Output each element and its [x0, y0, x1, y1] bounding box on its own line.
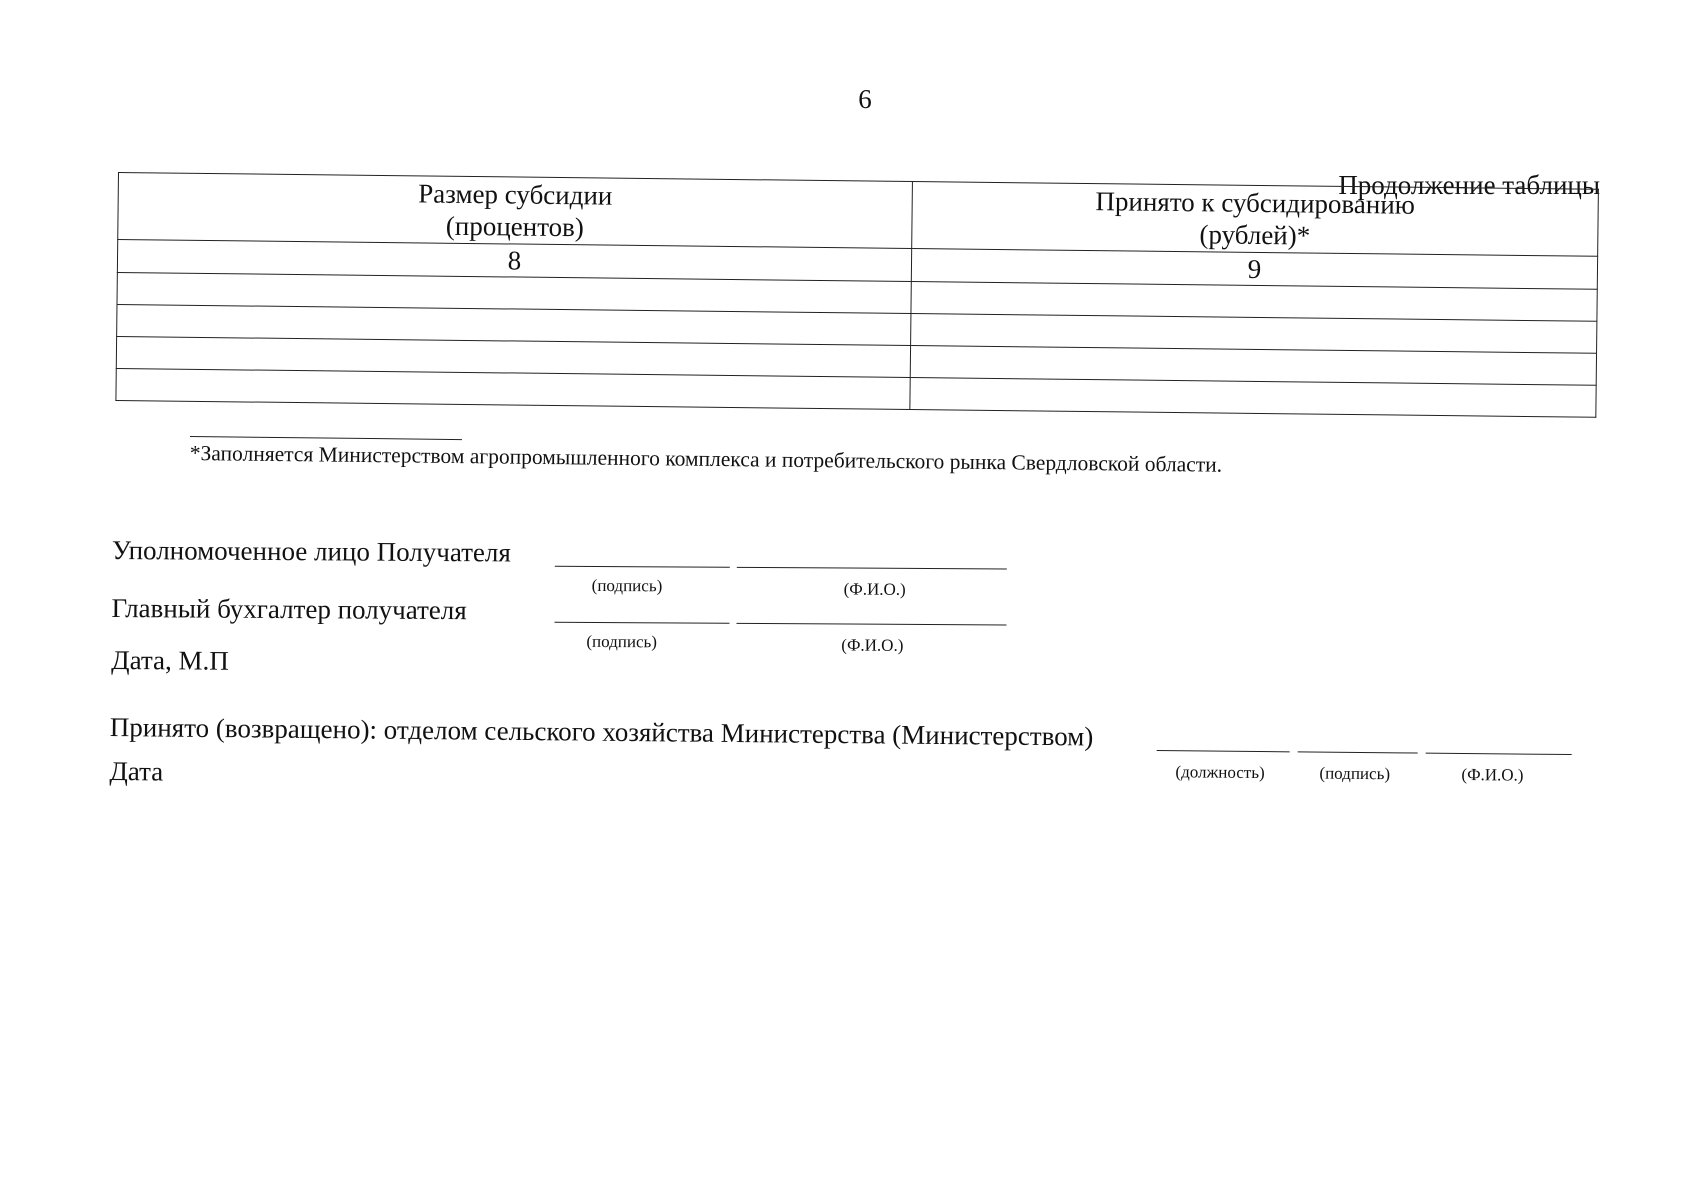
header-subsidy-size: [118, 173, 913, 249]
acceptance-block: [109, 712, 1610, 816]
position-caption: (должность): [1175, 762, 1265, 783]
name-caption: (Ф.И.О.): [1461, 764, 1524, 785]
header-subsidy-size-line2: (процентов): [445, 210, 585, 243]
subsidy-table: [115, 172, 1599, 418]
authorized-person-label: Уполномоченное лицо Получателя: [111, 535, 511, 568]
chief-accountant-label: Главный бухгалтер получателя: [111, 592, 467, 626]
authorized-name-line[interactable]: [737, 567, 1007, 570]
signature-caption: (подпись): [591, 575, 663, 596]
header-accepted-amount-line1: Принято к субсидированию: [1095, 186, 1416, 220]
acceptance-date-label: Дата: [109, 755, 164, 787]
acceptance-name-line[interactable]: [1426, 753, 1572, 755]
column-number: 9: [911, 249, 1597, 290]
name-caption: (Ф.И.О.): [843, 579, 906, 599]
acceptance-text: Принято (возвращено): отделом сельского хозяйства Министерства (Министерством): [109, 712, 1094, 752]
signature-caption: (подпись): [1319, 763, 1391, 784]
page-number: 6: [858, 84, 872, 114]
subsidy-table-container: [115, 172, 1598, 418]
header-accepted-amount: [912, 182, 1599, 257]
name-caption: (Ф.И.О.): [841, 635, 904, 655]
signature-block: [111, 535, 1012, 700]
footnote-text: *Заполняется Министерством агропромышленного комплекса и потребительского рынка Свердловской области.: [189, 440, 1223, 477]
header-subsidy-size-line1: Размер субсидии: [418, 178, 613, 211]
date-stamp-label: Дата, М.П: [111, 644, 229, 676]
acceptance-signature-line[interactable]: [1298, 751, 1418, 753]
header-accepted-amount-line2: (рублей)*: [1199, 219, 1311, 251]
table-cell[interactable]: [910, 378, 1596, 418]
footnote-block: [190, 436, 1490, 481]
accountant-name-line[interactable]: [736, 623, 1006, 626]
column-number: 8: [117, 240, 911, 282]
position-line[interactable]: [1157, 750, 1290, 752]
footnote-rule: [190, 436, 462, 440]
table-continuation-label: Продолжение таблицы: [1338, 170, 1600, 200]
accountant-signature-line[interactable]: [554, 622, 729, 624]
authorized-signature-line[interactable]: [555, 566, 730, 568]
signature-caption: (подпись): [586, 631, 657, 652]
